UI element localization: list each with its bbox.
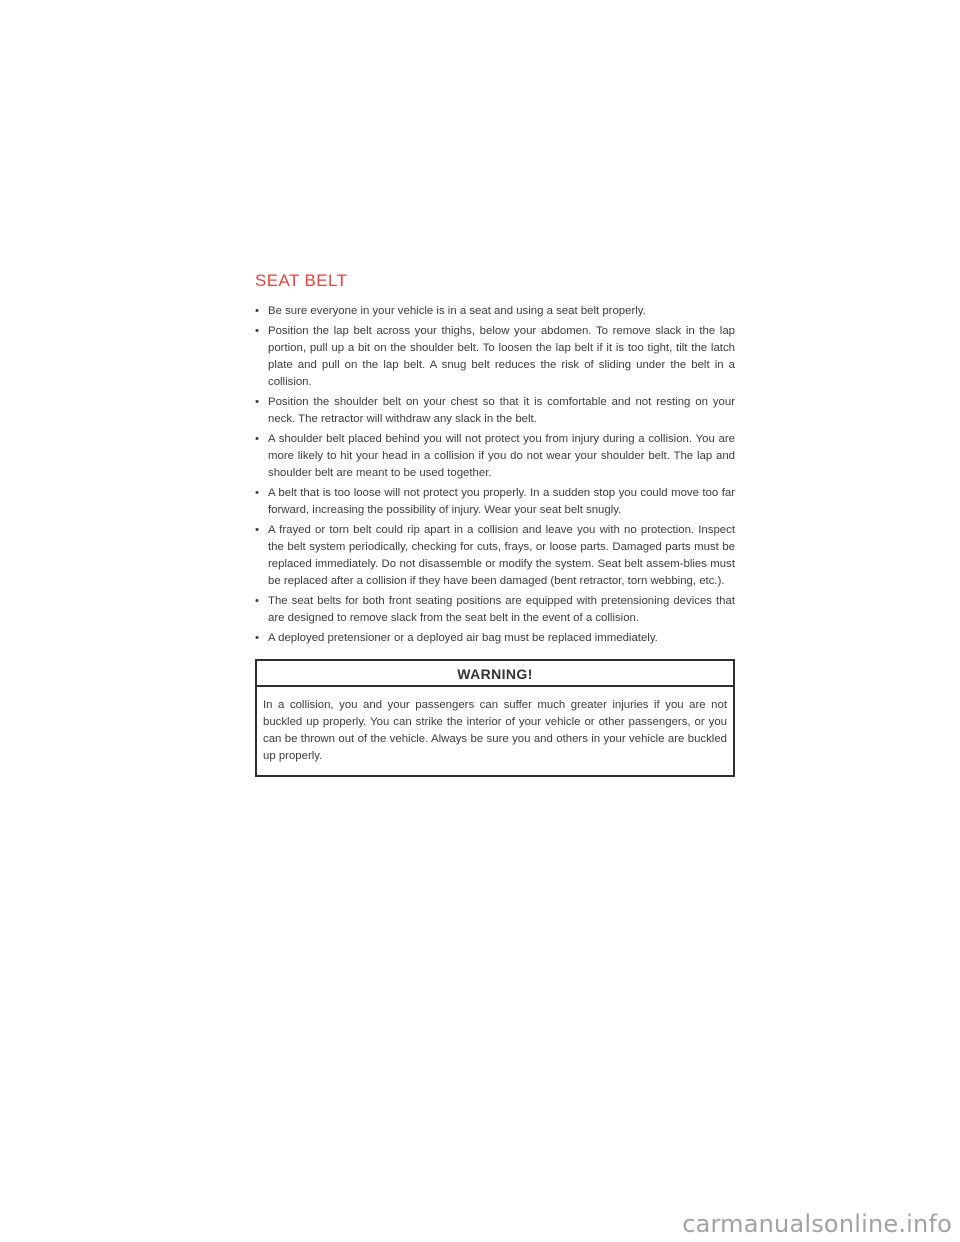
seat-belt-guidelines — [255, 303, 735, 647]
guideline-item — [255, 485, 735, 519]
guideline-text: A shoulder belt placed behind you will not protect you from injury during a collision. You are more likely to hit your head in a collision if you do not wear your shoulder belt. The lap and shoulder belt are meant to be used together. — [268, 433, 735, 479]
section-title: SEAT BELT — [255, 271, 348, 290]
guideline-text: Position the lap belt across your thighs, below your abdomen. To remove slack in the lap portion, pull up a bit on the shoulder belt. To loosen the lap belt if it is too tight, tilt the latch plate and pull on the lap belt. A snug belt reduces the risk of sliding under the belt in a collision. — [268, 325, 735, 388]
seat-belt-section — [255, 272, 735, 777]
warning-title: WARNING! — [257, 661, 733, 687]
bullet-marker: • — [255, 524, 259, 536]
guideline-text: A frayed or torn belt could rip apart in a collision and leave you with no protection. Inspect the belt system periodically, checking for cuts, frays, or loose parts. Damaged parts must be replaced immediately. Do not disassemble or modify the system. Seat belt assem-blies must be replaced after a collision if they have been damaged (bent retractor, torn webbing, etc.). — [268, 524, 735, 587]
guideline-item — [255, 630, 735, 647]
warning-text: In a collision, you and your passengers can suffer much greater injuries if you are not buckled up properly. You can strike the interior of your vehicle or other passengers, or you can be thrown out of the vehicle. Always be sure you and others in your vehicle are buckled up properly. — [263, 699, 727, 762]
bullet-marker: • — [255, 595, 259, 607]
bullet-marker: • — [255, 487, 259, 499]
guideline-item — [255, 431, 735, 482]
guideline-item — [255, 303, 735, 320]
guideline-item — [255, 522, 735, 590]
bullet-marker: • — [255, 632, 259, 644]
guideline-item — [255, 394, 735, 428]
guideline-item — [255, 593, 735, 627]
bullet-marker: • — [255, 325, 259, 337]
guideline-item — [255, 323, 735, 391]
guideline-text: A belt that is too loose will not protect you properly. In a sudden stop you could move too far forward, increasing the possibility of injury. Wear your seat belt snugly. — [268, 487, 735, 516]
guideline-text: A deployed pretensioner or a deployed air bag must be replaced immediately. — [268, 632, 658, 644]
bullet-marker: • — [255, 433, 259, 445]
guideline-text: Be sure everyone in your vehicle is in a seat and using a seat belt properly. — [268, 305, 646, 317]
bullet-marker: • — [255, 396, 259, 408]
warning-box — [255, 659, 735, 777]
bullet-marker: • — [255, 305, 259, 317]
watermark-text: carmanualsonline.info — [682, 1210, 952, 1238]
guideline-text: Position the shoulder belt on your chest so that it is comfortable and not resting on your neck. The retractor will withdraw any slack in the belt. — [268, 396, 735, 425]
guideline-text: The seat belts for both front seating positions are equipped with pretensioning devices that are designed to remove slack from the seat belt in the event of a collision. — [268, 595, 735, 624]
